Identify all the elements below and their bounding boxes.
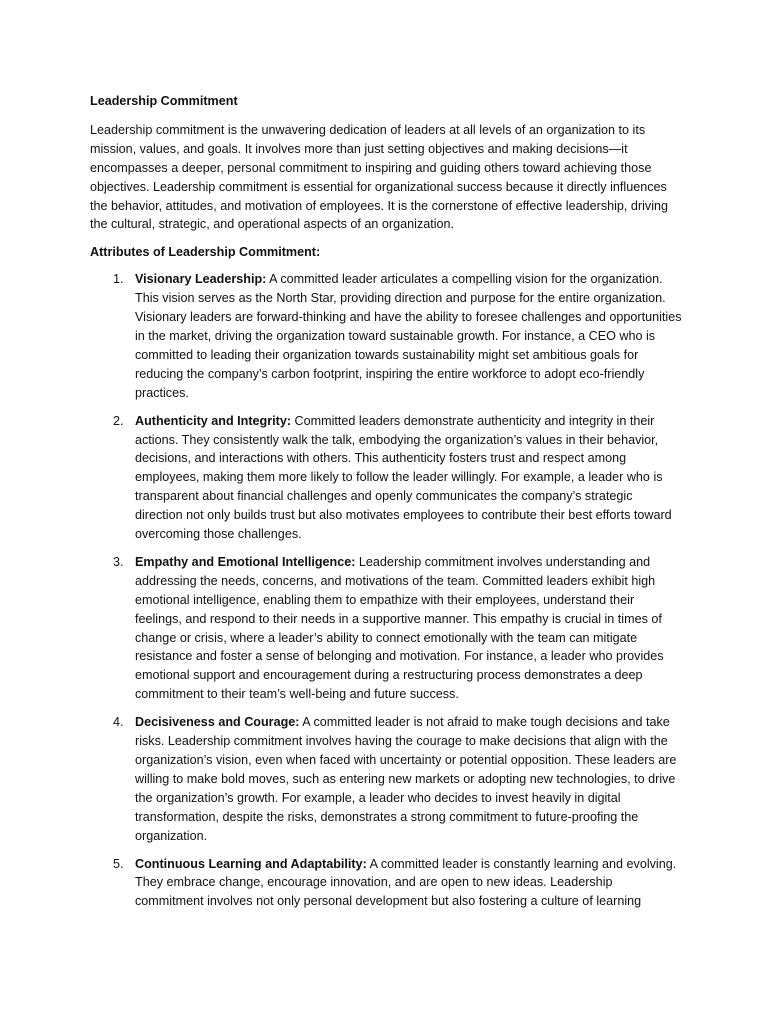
list-number: 2.: [113, 413, 124, 428]
list-item: [90, 270, 682, 402]
document-body: [90, 92, 682, 920]
attribute-text: Committed leaders demonstrate authenticity and integrity in their actions. They consistently walk the talk, embodying the organization’s values in their behavior, decisions, and interactions with others. This authenticity fosters trust and respect among employees, making them more likely to follow the leader willingly. For example, a leader who is transparent about financial challenges and openly communicates the company’s strategic direction not only builds trust but also motivates employees to contribute their best efforts toward overcoming those challenges.: [135, 413, 672, 542]
attribute-title: Decisiveness and Courage:: [135, 715, 300, 730]
list-number: 3.: [113, 554, 124, 569]
list-number: 4.: [113, 715, 124, 730]
list-number: 5.: [113, 856, 124, 871]
list-item: [90, 412, 682, 544]
attribute-text: A committed leader articulates a compelling vision for the organization. This vision serves as the North Star, providing direction and purpose for the entire organization. Visionary leaders are forward-thinking and have the ability to foresee challenges and opportunities in the market, driving the organization toward sustainable growth. For instance, a CEO who is committed to leading their organization towards sustainability might set ambitious goals for reducing the company’s carbon footprint, inspiring the entire workforce to adopt eco-friendly practices.: [135, 272, 682, 400]
attribute-title: Authenticity and Integrity:: [135, 413, 292, 428]
attributes-heading: Attributes of Leadership Commitment:: [90, 245, 321, 260]
attributes-list: [90, 270, 682, 911]
intro-paragraph: Leadership commitment is the unwavering dedication of leaders at all levels of an organization to its mission, values, and goals. It involves more than just setting objectives and making decisions—it encompasses a deeper, personal commitment to inspiring and guiding others toward achieving those objectives. Leadership commitment is essential for organizational success because it directly influences the behavior, attitudes, and motivation of employees. It is the cornerstone of effective leadership, driving the cultural, strategic, and operational aspects of an organization.: [90, 122, 669, 232]
attribute-title: Visionary Leadership:: [135, 272, 267, 287]
attribute-text: A committed leader is not afraid to make tough decisions and take risks. Leadership commitment involves having the courage to make decisions that align with the organization’s vision, even when faced with uncertainty or potential opposition. These leaders are willing to make bold moves, such as entering new markets or adopting new technologies, to drive the organization’s growth. For example, a leader who decides to invest heavily in digital transformation, despite the risks, demonstrates a strong commitment to future-proofing the organization.: [135, 715, 677, 843]
attribute-text: Leadership commitment involves understanding and addressing the needs, concerns, and motivations of the team. Committed leaders exhibit high emotional intelligence, enabling them to empathize with their employees, understand their feelings, and respond to their needs in a supportive manner. This empathy is crucial in times of change or crisis, where a leader’s ability to connect emotionally with the team can mitigate resistance and foster a sense of belonging and motivation. For instance, a leader who provides emotional support and encouragement during a restructuring process demonstrates a deep commitment to their team’s well-being and future success.: [135, 554, 664, 702]
list-item: [90, 553, 682, 704]
list-number: 1.: [113, 272, 124, 287]
list-item: [90, 855, 682, 912]
document-title: Leadership Commitment: [90, 94, 238, 108]
attribute-text: A committed leader is constantly learning and evolving. They embrace change, encourage innovation, and are open to new ideas. Leadership commitment involves not only personal development but also fostering a culture of learning: [135, 856, 677, 909]
list-item: [90, 713, 682, 845]
attribute-title: Empathy and Emotional Intelligence:: [135, 554, 356, 569]
attribute-title: Continuous Learning and Adaptability:: [135, 856, 367, 871]
